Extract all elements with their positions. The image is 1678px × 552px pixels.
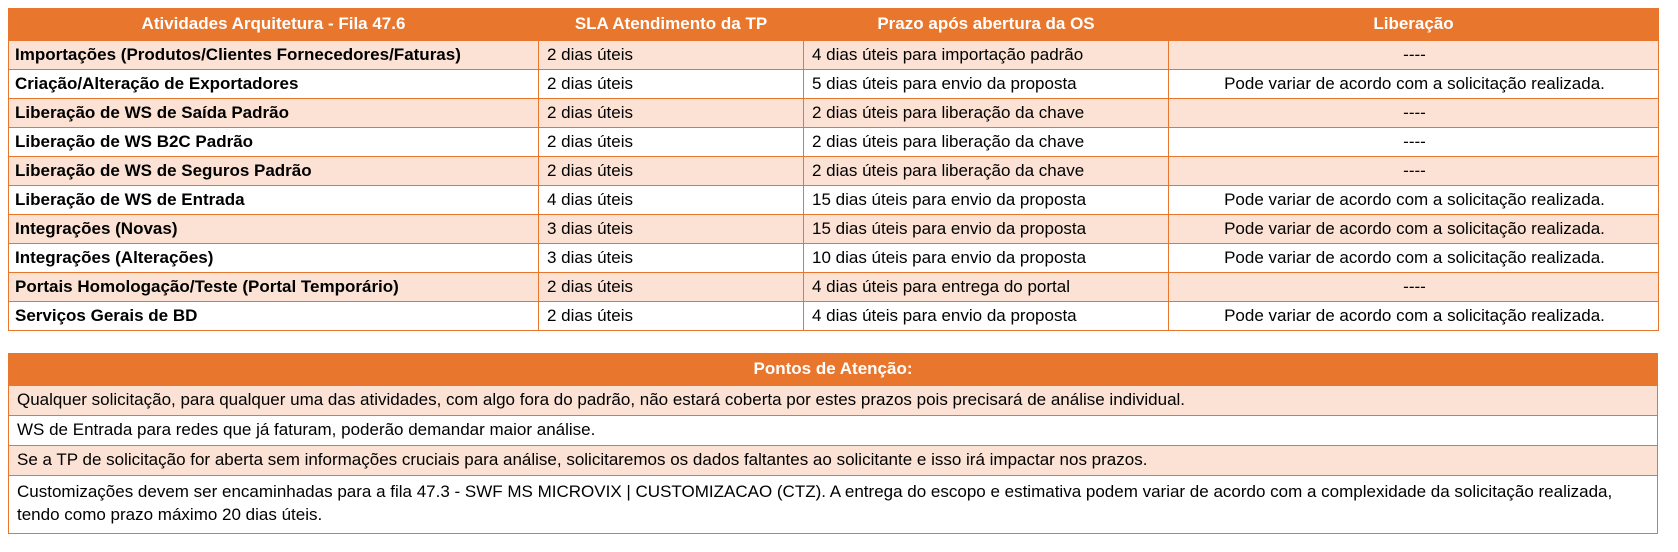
attention-table-head [9,354,1658,386]
cell-sla: 3 dias úteis [539,215,804,244]
cell-atividade: Importações (Produtos/Clientes Fornecedores/Faturas) [9,41,539,70]
cell-atividade: Liberação de WS B2C Padrão [9,128,539,157]
cell-sla: 2 dias úteis [539,157,804,186]
attention-note: WS de Entrada para redes que já faturam, poderão demandar maior análise. [9,416,1658,446]
cell-sla: 2 dias úteis [539,41,804,70]
cell-liberacao: Pode variar de acordo com a solicitação realizada. [1169,215,1659,244]
list-item [9,476,1658,534]
cell-liberacao: ---- [1169,41,1659,70]
sla-header-prazo: Prazo após abertura da OS [804,9,1169,41]
table-row [9,302,1659,331]
attention-note: Qualquer solicitação, para qualquer uma das atividades, com algo fora do padrão, não estará coberta por estes prazos pois precisará de análise individual. [9,386,1658,416]
cell-liberacao: ---- [1169,99,1659,128]
attention-header-row [9,354,1658,386]
cell-atividade: Integrações (Alterações) [9,244,539,273]
cell-prazo: 10 dias úteis para envio da proposta [804,244,1169,273]
cell-atividade: Liberação de WS de Entrada [9,186,539,215]
cell-sla: 2 dias úteis [539,99,804,128]
cell-sla: 2 dias úteis [539,70,804,99]
table-row [9,70,1659,99]
cell-sla: 2 dias úteis [539,128,804,157]
sla-table-head [9,9,1659,41]
list-item [9,446,1658,476]
sla-header-liberacao: Liberação [1169,9,1659,41]
table-row [9,215,1659,244]
cell-prazo: 4 dias úteis para entrega do portal [804,273,1169,302]
table-row [9,41,1659,70]
cell-liberacao: ---- [1169,273,1659,302]
cell-sla: 2 dias úteis [539,273,804,302]
table-spacer [0,331,1678,353]
cell-prazo: 2 dias úteis para liberação da chave [804,157,1169,186]
cell-liberacao: Pode variar de acordo com a solicitação realizada. [1169,244,1659,273]
attention-header-title: Pontos de Atenção: [9,354,1658,386]
cell-liberacao: Pode variar de acordo com a solicitação realizada. [1169,186,1659,215]
cell-atividade: Liberação de WS de Saída Padrão [9,99,539,128]
table-row [9,244,1659,273]
list-item [9,386,1658,416]
sla-table [8,8,1659,331]
cell-liberacao: ---- [1169,128,1659,157]
table-row [9,186,1659,215]
attention-table-body [9,386,1658,534]
cell-atividade: Serviços Gerais de BD [9,302,539,331]
table-row [9,157,1659,186]
cell-liberacao: Pode variar de acordo com a solicitação realizada. [1169,70,1659,99]
cell-prazo: 4 dias úteis para importação padrão [804,41,1169,70]
table-row [9,273,1659,302]
cell-atividade: Liberação de WS de Seguros Padrão [9,157,539,186]
cell-atividade: Integrações (Novas) [9,215,539,244]
table-row [9,128,1659,157]
cell-sla: 2 dias úteis [539,302,804,331]
list-item [9,416,1658,446]
cell-prazo: 4 dias úteis para envio da proposta [804,302,1169,331]
cell-sla: 3 dias úteis [539,244,804,273]
attention-table [8,353,1658,534]
sla-header-sla: SLA Atendimento da TP [539,9,804,41]
cell-atividade: Criação/Alteração de Exportadores [9,70,539,99]
table-row [9,99,1659,128]
cell-prazo: 15 dias úteis para envio da proposta [804,215,1169,244]
cell-liberacao: ---- [1169,157,1659,186]
cell-prazo: 5 dias úteis para envio da proposta [804,70,1169,99]
cell-sla: 4 dias úteis [539,186,804,215]
cell-prazo: 2 dias úteis para liberação da chave [804,99,1169,128]
cell-liberacao: Pode variar de acordo com a solicitação realizada. [1169,302,1659,331]
sla-header-row [9,9,1659,41]
attention-note: Customizações devem ser encaminhadas para a fila 47.3 - SWF MS MICROVIX | CUSTOMIZACAO (CTZ). A entrega do escopo e estimativa podem variar de acordo com a complexidade da solicitação realizada, tendo como prazo máximo 20 dias úteis. [9,476,1658,534]
cell-prazo: 15 dias úteis para envio da proposta [804,186,1169,215]
sla-table-body [9,41,1659,331]
sla-header-atividades: Atividades Arquitetura - Fila 47.6 [9,9,539,41]
attention-note: Se a TP de solicitação for aberta sem informações cruciais para análise, solicitaremos os dados faltantes ao solicitante e isso irá impactar nos prazos. [9,446,1658,476]
cell-prazo: 2 dias úteis para liberação da chave [804,128,1169,157]
cell-atividade: Portais Homologação/Teste (Portal Temporário) [9,273,539,302]
